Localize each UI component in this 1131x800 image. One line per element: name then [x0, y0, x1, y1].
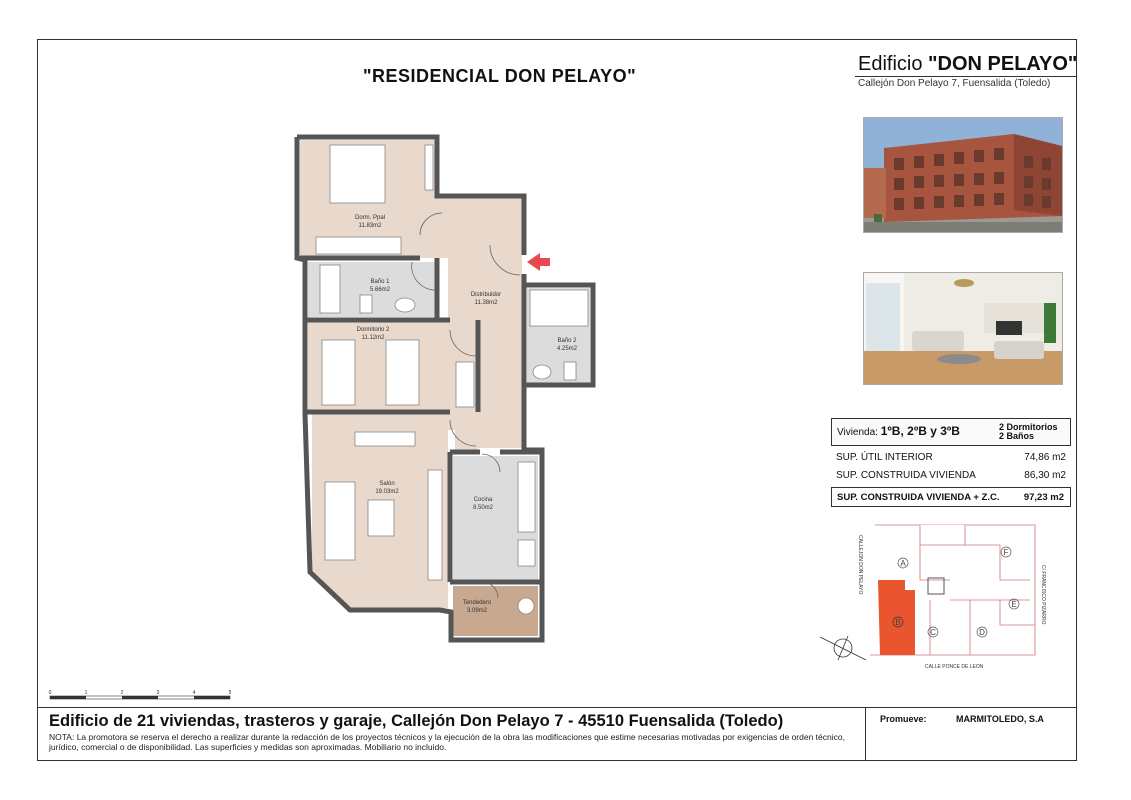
- spec-total: [831, 487, 1071, 507]
- building-prefix: Edificio: [858, 53, 929, 75]
- scale-bar: [48, 688, 238, 702]
- total-label: SUP. CONSTRUIDA VIVIENDA + Z.C.: [837, 492, 1000, 503]
- spec-label: SUP. CONSTRUIDA VIVIENDA: [836, 470, 976, 481]
- scale-tick-3: 3: [156, 690, 160, 696]
- street-left-label: CALLEJON DON PELAYO: [857, 535, 863, 595]
- room-area-bano2: 4.25m2: [556, 346, 578, 352]
- room-name-bano2: Baño 2: [557, 338, 577, 344]
- unit-spec-header: [831, 418, 1071, 446]
- room-area-tendedero: 3.09m2: [466, 608, 488, 614]
- footer: [37, 707, 1077, 761]
- room-area-dorm-ppal: 11.83m2: [358, 223, 382, 229]
- cooktop: [518, 540, 535, 566]
- footer-title: Edificio de 21 viviendas, trasteros y garaje, Callejón Don Pelayo 7 - 45510 Fuensalida (Toledo): [49, 712, 784, 730]
- building-title: [858, 53, 1077, 76]
- sofa: [325, 482, 355, 560]
- rooms-summary: [999, 423, 1058, 441]
- room-area-salon: 19.03m2: [375, 489, 399, 495]
- double-bed: [330, 145, 385, 203]
- floor-plan: [285, 133, 578, 653]
- wardrobe-side: [425, 145, 433, 190]
- room-name-dorm2: Dormitorio 2: [356, 327, 390, 333]
- tv-unit: [428, 470, 442, 580]
- room-name-cocina: Cocina: [473, 497, 493, 503]
- site-plan: [812, 520, 1074, 680]
- promoter-box: [865, 708, 1077, 761]
- room-area-cocina: 8.50m2: [472, 505, 494, 511]
- unit-letter-d: D: [979, 628, 985, 637]
- facade-illustration: [864, 118, 1062, 232]
- promoter-value: MARMITOLEDO, S.A: [956, 714, 1044, 724]
- entry-arrow-icon: [527, 253, 550, 271]
- unit-label: [837, 424, 960, 438]
- unit-letter-b: B: [895, 618, 901, 627]
- room-name-dorm-ppal: Dorm. Ppal: [354, 215, 386, 221]
- unit-letter-a: A: [900, 559, 906, 568]
- street-bottom-label: CALLE PONCE DE LEON: [925, 664, 984, 670]
- unit-letter-c: C: [930, 628, 936, 637]
- unit-letter-f: F: [1003, 548, 1009, 557]
- interior-illustration: [864, 273, 1062, 384]
- spec-row-util: [836, 452, 1066, 463]
- spec-value: 74,86 m2: [1024, 452, 1066, 463]
- dining-table: [355, 432, 415, 446]
- shower-2: [530, 290, 588, 326]
- room-name-salon: Salón: [379, 481, 395, 487]
- bedrooms-count: 2 Dormitorios: [999, 422, 1058, 432]
- unit-letter-e: E: [1011, 600, 1017, 609]
- room-name-tendedero: Tendedero: [462, 600, 492, 606]
- sink-1: [395, 298, 415, 312]
- kitchen-counter: [518, 462, 535, 532]
- wardrobe-dorm2: [456, 362, 474, 407]
- toilet-1: [360, 295, 372, 313]
- vivienda-units: 1ºB, 2ºB y 3ºB: [880, 424, 960, 438]
- spec-row-construida: [836, 470, 1066, 481]
- single-bed-1: [322, 340, 355, 405]
- vivienda-label: Vivienda:: [837, 427, 881, 438]
- bathrooms-count: 2 Baños: [999, 431, 1035, 441]
- north-arrow-icon: [820, 636, 866, 660]
- scale-tick-0: 0: [48, 690, 52, 696]
- promoter-label: Promueve:: [880, 714, 927, 724]
- washing-machine: [518, 598, 534, 614]
- single-bed-2: [386, 340, 419, 405]
- scale-tick-5: 5: [228, 690, 232, 696]
- room-name-distribuidor: Distribuidor: [470, 292, 502, 298]
- street-right-label: C/ FRANCISCO PIZARRO: [1040, 565, 1046, 625]
- room-name-bano1: Baño 1: [370, 279, 390, 285]
- footer-note: NOTA: La promotora se reserva el derecho a realizar durante la redacción de los proyectos técnicos y la ejecución de la obra las modificaciones que estime necesarias motivadas por exigencias de orden técnico, jurídico, comercial o de disponibilidad. Las superficies y medidas son aproximadas. Mobiliario no incluido.: [49, 732, 845, 752]
- toilet-2: [564, 362, 576, 380]
- room-area-distribuidor: 11.38m2: [474, 300, 498, 306]
- room-area-bano1: 5.66m2: [369, 287, 391, 293]
- scale-ticks: [49, 690, 232, 696]
- total-value: 97,23 m2: [1023, 492, 1064, 503]
- title-rule: [855, 76, 1077, 77]
- scale-tick-1: 1: [84, 690, 88, 696]
- room-area-dorm2: 11.12m2: [361, 335, 385, 341]
- building-name: "DON PELAYO": [928, 53, 1078, 75]
- page-title: "RESIDENCIAL DON PELAYO": [363, 66, 637, 86]
- coffee-table: [368, 500, 394, 536]
- wardrobe-ppal: [316, 237, 401, 254]
- bathtub-1: [320, 265, 340, 313]
- building-address: Callejón Don Pelayo 7, Fuensalida (Toledo): [858, 78, 1051, 89]
- spec-label: SUP. ÚTIL INTERIOR: [836, 452, 933, 463]
- interior-photo: [863, 272, 1063, 385]
- facade-photo: [863, 117, 1063, 233]
- scale-tick-2: 2: [120, 690, 124, 696]
- scale-tick-4: 4: [192, 690, 196, 696]
- sink-2: [533, 365, 551, 379]
- spec-value: 86,30 m2: [1024, 470, 1066, 481]
